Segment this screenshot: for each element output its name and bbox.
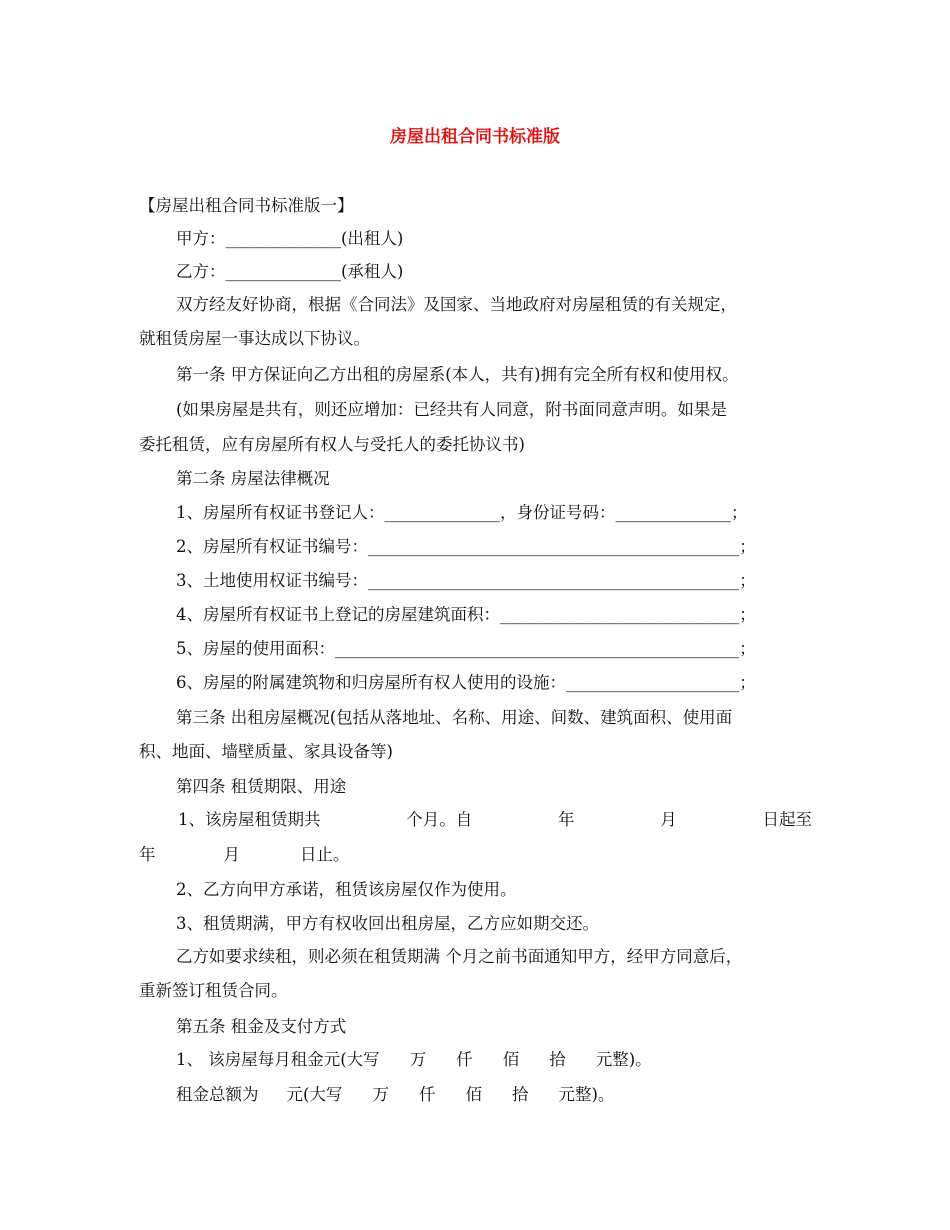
rent-text: 元整)。: [558, 1085, 615, 1104]
lease-term-text: 年: [558, 810, 575, 829]
section-heading: 【房屋出租合同书标准版一】: [139, 196, 354, 215]
clause-line: 1、房屋所有权证书登记人：______________，身份证号码：______________；: [176, 503, 748, 522]
lease-term-text: 月: [660, 810, 677, 829]
article-two-heading: 第二条 房屋法律概况: [176, 469, 330, 488]
monthly-rent-line: [176, 1048, 652, 1072]
party-b-line: 乙方：______________(承租人): [176, 262, 404, 281]
lease-term-text: 个月。自: [406, 810, 473, 829]
lease-term-text: 日起至: [762, 810, 812, 829]
rent-text: 租金总额为: [176, 1085, 259, 1104]
document-title: 房屋出租合同书标准版: [390, 127, 560, 147]
lease-term-text: 1、该房屋租赁期共: [178, 810, 321, 829]
paragraph-line: 委托租赁，应有房屋所有权人与受托人的委托协议书): [139, 435, 525, 454]
clause-line: 4、房屋所有权证书上登记的房屋建筑面积：_____________________________；: [176, 605, 756, 624]
total-rent-line: [176, 1083, 614, 1107]
lease-end-text: 年: [139, 845, 156, 864]
clause-line: 6、房屋的附属建筑物和归房屋所有权人使用的设施：_____________________；: [176, 673, 756, 692]
clause-line: 2、乙方向甲方承诺，租赁该房屋仅作为使用。: [176, 880, 517, 899]
paragraph-line: (如果房屋是共有，则还应增加：已经共有人同意，附书面同意声明。如果是: [176, 400, 727, 419]
article-five-heading: 第五条 租金及支付方式: [176, 1017, 347, 1036]
rent-text: 元整)。: [595, 1050, 652, 1069]
clause-line: 3、租赁期满，甲方有权收回出租房屋，乙方应如期交还。: [176, 914, 599, 933]
rent-text: 佰: [465, 1085, 482, 1104]
article-one-line: 第一条 甲方保证向乙方出租的房屋系(本人，共有)拥有完全所有权和使用权。: [176, 365, 739, 384]
lease-end-text: 日止。: [300, 845, 350, 864]
paragraph-line: 重新签订租赁合同。: [139, 981, 288, 1000]
article-three-line: 第三条 出租房屋概况(包括从落地址、名称、用途、间数、建筑面积、使用面: [176, 708, 733, 727]
party-a-line: 甲方：______________(出租人): [176, 229, 404, 248]
lease-end-text: 月: [223, 845, 240, 864]
rent-text: 元(大写: [286, 1085, 343, 1104]
paragraph-line: 积、地面、墙壁质量、家具设备等): [139, 742, 393, 761]
rent-text: 佰: [502, 1050, 520, 1069]
rent-text: 万: [409, 1050, 427, 1069]
lease-term-line: [178, 808, 812, 832]
rent-text: 仟: [456, 1050, 473, 1069]
rent-text: 仟: [418, 1085, 436, 1104]
clause-line: 2、房屋所有权证书编号：_____________________________________________；: [176, 537, 756, 556]
clause-line: 3、土地使用权证书编号：_____________________________________________；: [176, 571, 756, 590]
rent-text: 拾: [511, 1085, 529, 1104]
rent-text: 1、 该房屋每月租金元(大写: [176, 1050, 380, 1069]
paragraph-line: 双方经友好协商，根据《合同法》及国家、当地政府对房屋租赁的有关规定，: [176, 295, 737, 314]
clause-line: 5、房屋的使用面积：_________________________________________________；: [176, 639, 756, 658]
rent-text: 万: [372, 1085, 389, 1104]
lease-end-line: [139, 843, 350, 867]
paragraph-line: 就租赁房屋一事达成以下协议。: [139, 329, 370, 348]
rent-text: 拾: [549, 1050, 566, 1069]
paragraph-line: 乙方如要求续租，则必须在租赁期满 个月之前书面通知甲方，经甲方同意后，: [176, 947, 743, 966]
article-four-heading: 第四条 租赁期限、用途: [176, 777, 347, 796]
